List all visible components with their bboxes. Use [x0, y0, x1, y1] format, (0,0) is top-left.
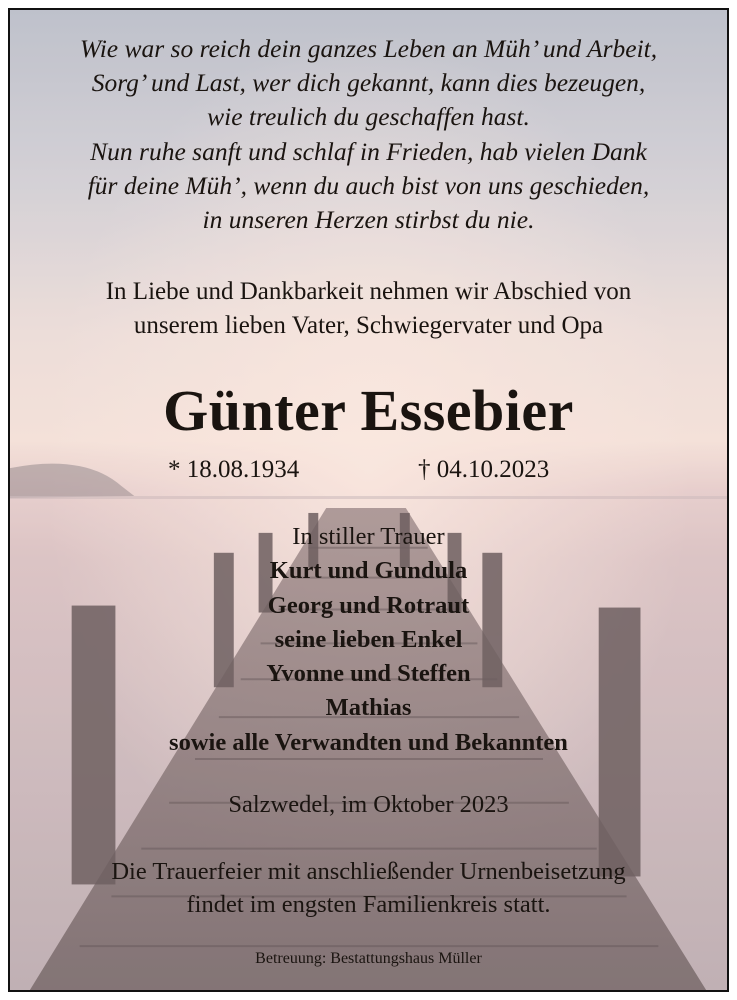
poem-line: in unseren Herzen stirbst du nie.: [202, 205, 535, 235]
obituary-content: [10, 10, 727, 990]
deceased-name: Günter Essebier: [163, 378, 574, 443]
mourner-entry: Yvonne und Steffen: [266, 660, 471, 688]
mourner-entry: Georg und Rotraut: [267, 591, 470, 619]
life-dates: [10, 452, 727, 488]
mourner-entry: Kurt und Gundula: [269, 557, 468, 585]
mourners-list: [10, 520, 727, 760]
mourner-entry: seine lieben Enkel: [274, 625, 463, 653]
memorial-poem: [10, 32, 727, 237]
birth-date: * 18.08.1934: [168, 456, 300, 483]
place-and-date: Salzwedel, im Oktober 2023: [228, 791, 509, 818]
mourner-entry: sowie alle Verwandten und Bekannten: [169, 728, 568, 756]
notice-line: findet im engsten Familienkreis statt.: [186, 890, 551, 918]
funeral-notice: [10, 856, 727, 921]
poem-line: Nun ruhe sanft und schlaf in Frieden, hab vielen Dank: [90, 136, 647, 166]
poem-line: Sorg’ und Last, wer dich gekannt, kann dies bezeugen,: [91, 68, 646, 98]
funeral-home-credit: Betreuung: Bestattungshaus Müller: [255, 950, 482, 967]
death-date: † 04.10.2023: [418, 456, 550, 483]
notice-line: Die Trauerfeier mit anschließender Urnenbeisetzung: [111, 858, 626, 885]
intro-line: unserem lieben Vater, Schwiegervater und Opa: [133, 312, 604, 339]
farewell-intro: [10, 275, 727, 343]
obituary-frame: [8, 8, 729, 992]
poem-line: Wie war so reich dein ganzes Leben an Müh’ und Arbeit,: [79, 34, 658, 63]
intro-line: In Liebe und Dankbarkeit nehmen wir Abschied von: [105, 278, 632, 305]
mourner-entry: Mathias: [325, 694, 412, 722]
poem-line: für deine Müh’, wenn du auch bist von uns geschieden,: [87, 170, 650, 200]
poem-line: wie treulich du geschaffen hast.: [207, 102, 530, 132]
mourners-heading: In stiller Trauer: [292, 523, 445, 550]
